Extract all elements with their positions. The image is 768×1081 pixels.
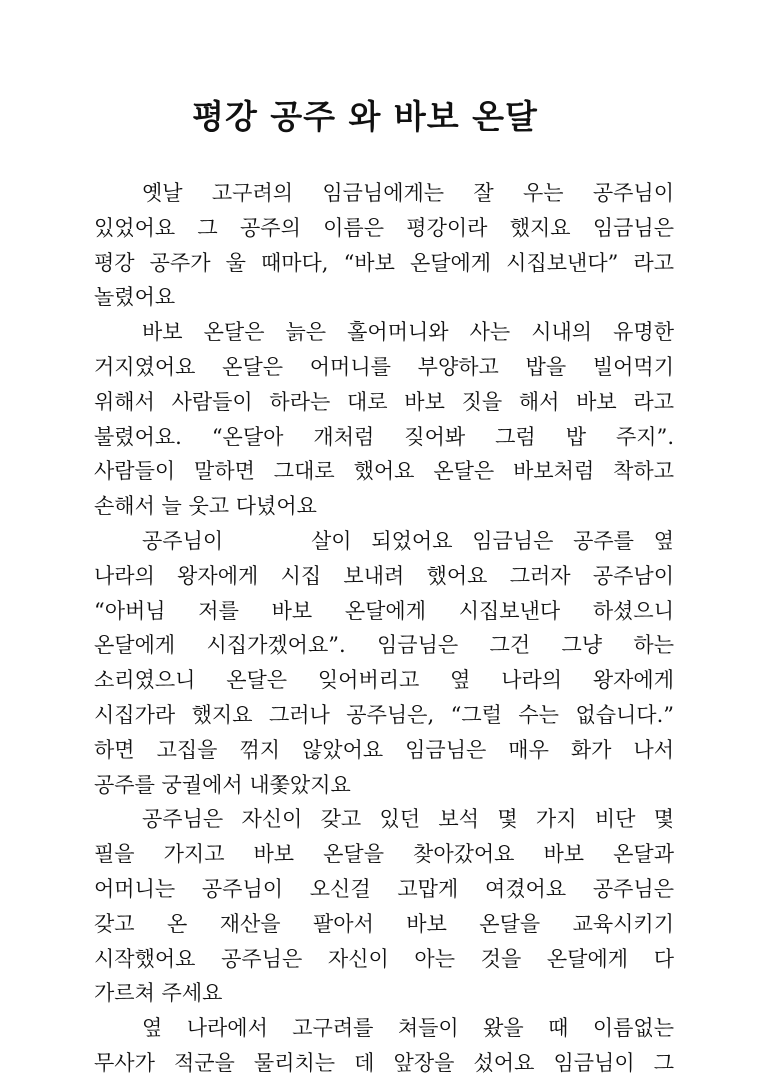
document-body — [94, 176, 674, 1081]
text-line: 옛날 고구려의 임금님에게는 잘 우는 공주님이 — [142, 181, 674, 205]
text-line: 나라의 왕자에게 시집 보내려 했어요 그러자 공주남이 — [94, 563, 674, 588]
text-line: 사람들이 말하면 그대로 했어요 온달은 바보처럼 착하고 — [94, 459, 674, 484]
text-line: “아버님 저를 바보 온달에게 시집보낸다 하셨으니 — [94, 598, 674, 623]
text-line: 소리였으니 온달은 잊어버리고 옆 나라의 왕자에게 — [94, 668, 674, 693]
text-line: 무사가 적군을 물리치는 데 앞장을 섰어요 임금님이 그 — [94, 1050, 674, 1075]
text-line: 거지였어요 온달은 어머니를 부양하고 밥을 빌어먹기 — [94, 354, 674, 379]
text-line: 필을 가지고 바보 온달을 찾아갔어요 바보 온달과 — [94, 842, 674, 867]
text-line: 어머니는 공주님이 오신걸 고맙게 여겼어요 공주님은 — [94, 876, 674, 901]
document-title: 평강 공주 와 바보 온달 — [192, 97, 538, 136]
text-line: 평강 공주가 울 때마다, “바보 온달에게 시집보낸다” 라고 — [94, 250, 674, 275]
text-line: 온달에게 시집가겠어요”. 임금님은 그건 그냥 하는 — [94, 633, 674, 658]
text-line: 시집가라 했지요 그러나 공주님은, “그럴 수는 없습니다.” — [94, 702, 674, 727]
text-line: 갖고 온 재산을 팔아서 바보 온달을 교육시키기 — [94, 911, 674, 936]
text-line: 손해서 늘 웃고 다녔어요 — [94, 494, 317, 519]
text-line: 공주님이 살이 되었어요 임금님은 공주를 옆 — [142, 528, 674, 553]
text-line: 위해서 사람들이 하라는 대로 바보 짓을 해서 바보 라고 — [94, 389, 674, 414]
text-line: 가르쳐 주세요 — [94, 981, 223, 1006]
text-line: 바보 온달은 늙은 홀어머니와 사는 시내의 유명한 — [142, 320, 674, 345]
text-line: 공주님은 자신이 갖고 있던 보석 몇 가지 비단 몇 — [142, 807, 674, 832]
text-line: 옆 나라에서 고구려를 쳐들이 왔을 때 이름없는 — [142, 1016, 674, 1041]
text-line: 놀렸어요 — [94, 285, 176, 310]
text-line: 있었어요 그 공주의 이름은 평강이라 했지요 임금님은 — [94, 215, 674, 240]
text-line: 불렸어요. “온달아 개처럼 짖어봐 그럼 밥 주지”. — [94, 424, 674, 449]
text-line: 시작했어요 공주님은 자신이 아는 것을 온달에게 다 — [94, 946, 674, 971]
text-line: 하면 고집을 꺾지 않았어요 임금님은 매우 화가 나서 — [94, 737, 674, 762]
text-line: 공주를 궁궐에서 내쫓았지요 — [94, 772, 351, 797]
